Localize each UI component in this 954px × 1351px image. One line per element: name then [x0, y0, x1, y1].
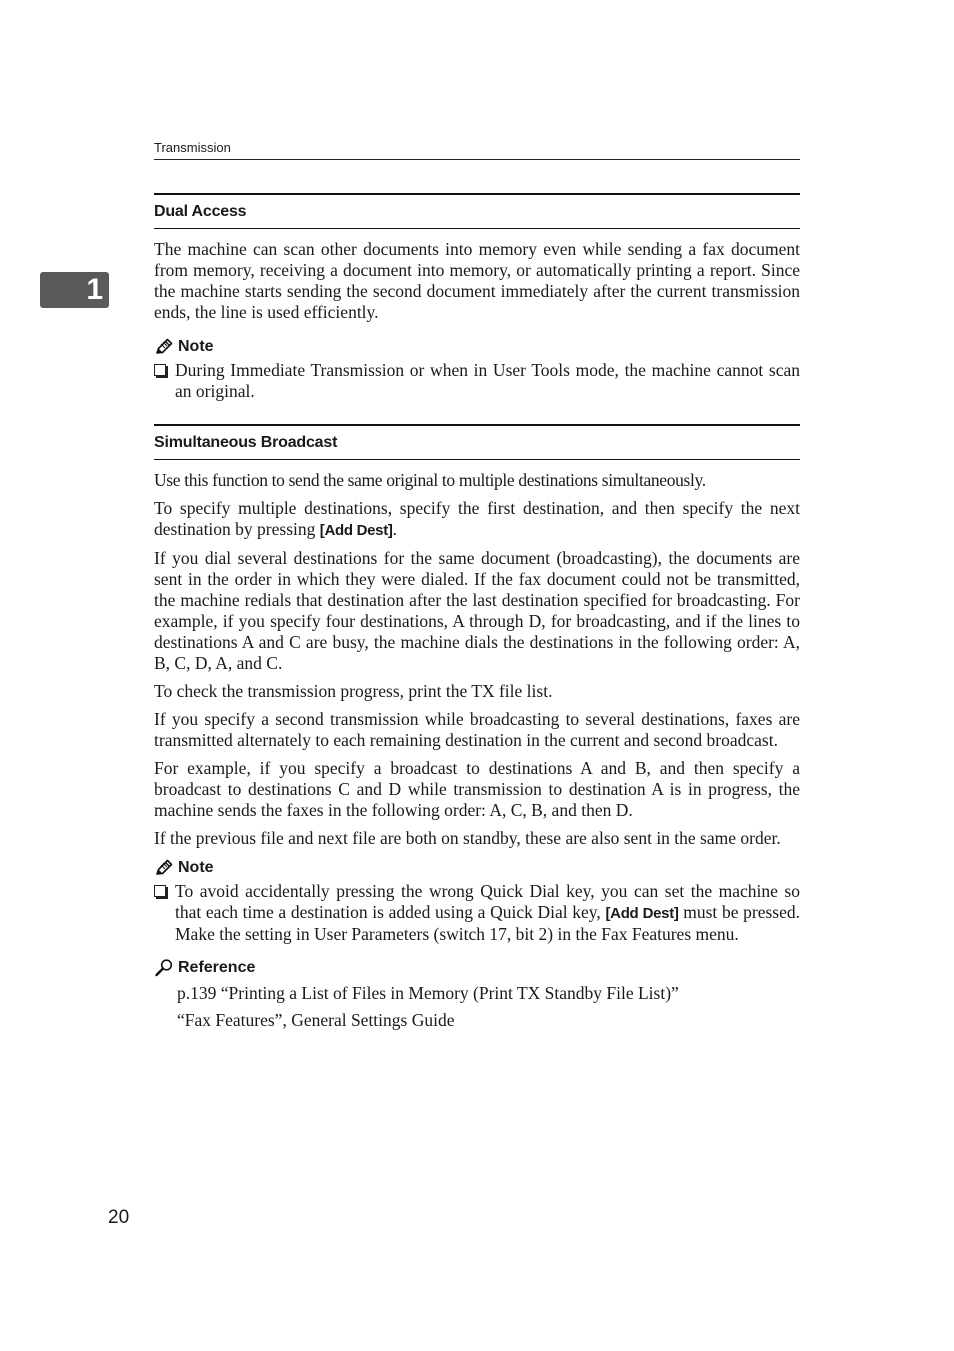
page-content	[154, 193, 800, 1031]
pencil-icon	[154, 337, 174, 357]
section-heading: Simultaneous Broadcast	[154, 424, 800, 460]
paragraph	[154, 498, 800, 541]
section-simultaneous-broadcast	[154, 424, 800, 1031]
note-text-part: To avoid accidentally pressing the wrong Quick Dial key, you can set the machine so that each time a destination is added using a Quick Dial key,	[175, 881, 800, 922]
note-text	[175, 881, 800, 945]
checkbox-bullet-icon	[154, 364, 166, 376]
chapter-tab: 1	[40, 272, 109, 308]
magnifier-icon	[154, 958, 174, 978]
paragraph: If you specify a second transmission while broadcasting to several destinations, faxes are transmitted alternately to each remaining destination in the current and second broadcast.	[154, 709, 800, 750]
reference-link[interactable]: p.139 “Printing a List of Files in Memory (Print TX Standby File List)”	[177, 983, 679, 1003]
paragraph: Use this function to send the same original to multiple destinations simultaneously.	[154, 470, 706, 490]
add-dest-key-label: [Add Dest]	[319, 522, 393, 539]
note-header	[154, 336, 800, 358]
checkbox-bullet-icon	[154, 885, 166, 897]
note-text-part: must be pressed. Make the setting in User Parameters (switch 17, bit 2) in the Fax Features menu.	[175, 902, 800, 944]
paragraph-text: .	[392, 519, 397, 539]
paragraph: If the previous file and next file are both on standby, these are also sent in the same order.	[154, 828, 781, 848]
reference-link[interactable]: “Fax Features”, General Settings Guide	[177, 1010, 455, 1030]
paragraph: If you dial several destinations for the same document (broadcasting), the documents are sent in the order in which they were dialed. If the fax document could not be transmitted, the machine redials that destination after the last destination specified for broadcasting. For example, if you specify four destinations, A through D, for broadcasting, and if the lines to destinations A and C are busy, the machine dials the destinations in the following order: A, B, C, D, A, and C.	[154, 548, 800, 673]
running-head: Transmission	[154, 139, 800, 160]
paragraph: To check the transmission progress, print the TX file list.	[154, 681, 553, 701]
note-text: During Immediate Transmission or when in User Tools mode, the machine cannot scan an original.	[175, 360, 800, 401]
reference-header	[154, 957, 800, 979]
page-number: 20	[108, 1207, 130, 1228]
pencil-icon	[154, 858, 174, 878]
paragraph: For example, if you specify a broadcast to destinations A and B, and then specify a broadcast to destinations C and D while transmission to destination A is in progress, the machine sends the faxes in the following order: A, C, B, and then D.	[154, 758, 800, 820]
note-item	[154, 360, 800, 402]
reference-label: Reference	[178, 959, 256, 976]
paragraph: The machine can scan other documents into memory even while sending a fax document from memory, receiving a document into memory, or automatically printing a report. Since the machine starts sending the second document immediately after the current transmission ends, the line is used efficiently.	[154, 239, 800, 322]
section-heading: Dual Access	[154, 193, 800, 229]
section-dual-access	[154, 193, 800, 402]
note-item	[154, 881, 800, 945]
paragraph-text: To specify multiple destinations, specify the first destination, and then specify the next destination by pressing	[154, 498, 800, 539]
note-label: Note	[178, 338, 214, 355]
note-header	[154, 857, 800, 879]
add-dest-key-label: [Add Dest]	[605, 905, 679, 922]
note-label: Note	[178, 859, 214, 876]
